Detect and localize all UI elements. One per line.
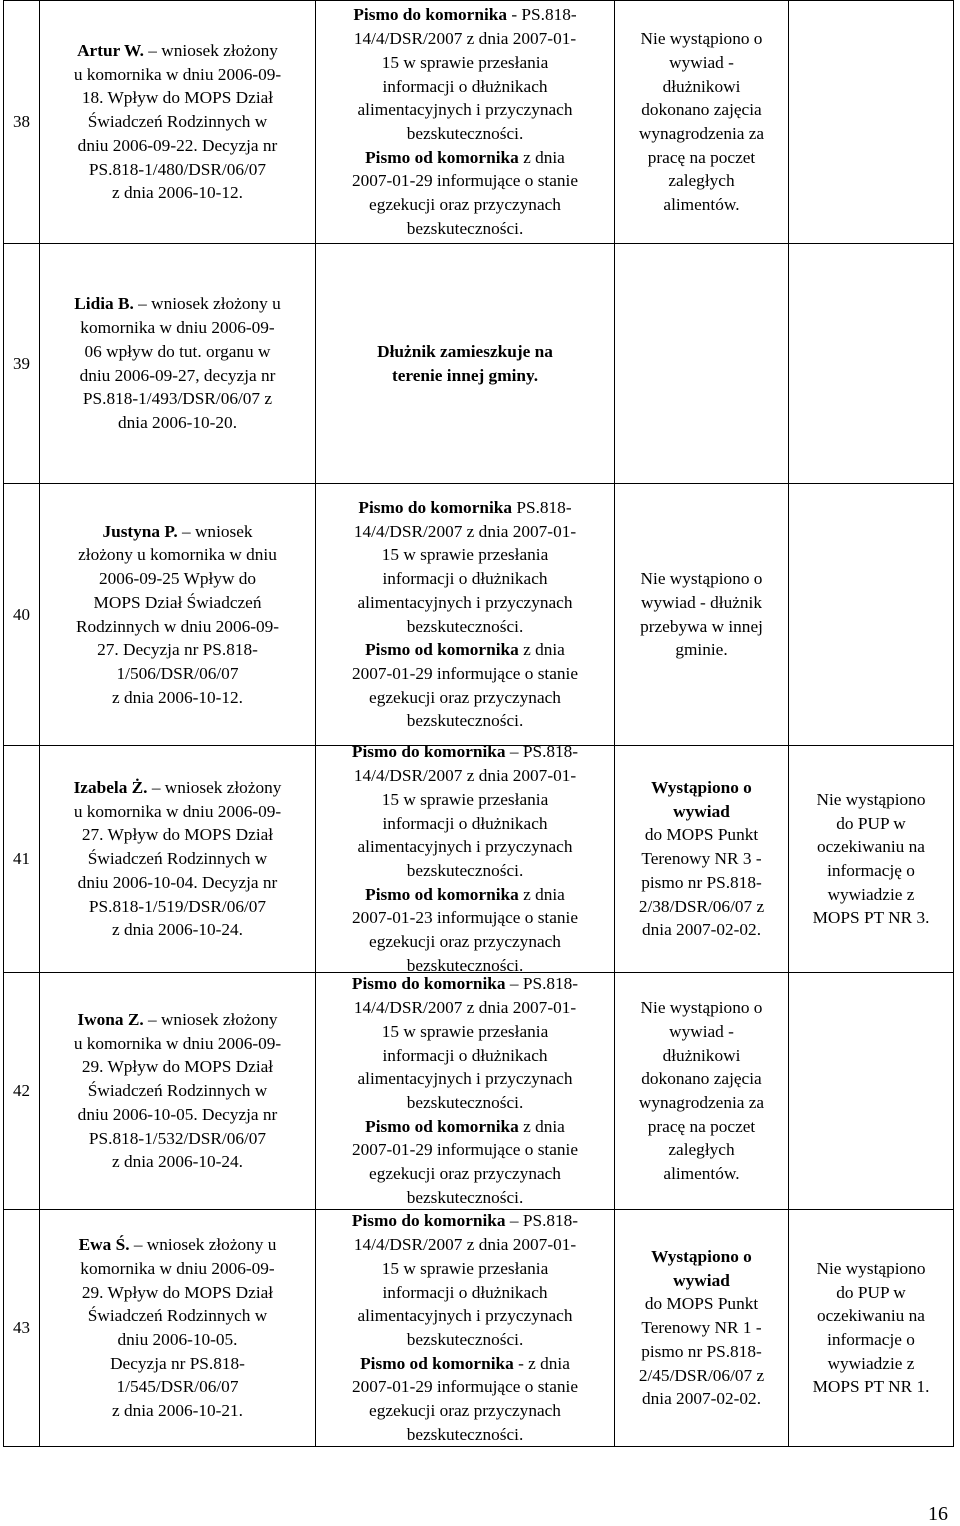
employment-office-cell <box>789 484 953 745</box>
interview-text: do MOPS Punkt Terenowy NR 1 - pismo nr PS.818- 2/45/DSR/06/07 z dnia 2007-02-02. <box>638 1294 765 1409</box>
interview-text: Nie wystąpiono o wywiad - dłużnikowi dokonano zajęcia wynagrodzenia za pracę na poczet zaległych alimentów. <box>638 29 765 215</box>
interview-cell <box>615 484 788 745</box>
applicant-cell <box>40 484 315 745</box>
employment-office-cell <box>789 746 953 972</box>
applicant-details: – wniosek złożony u komornika w dniu 2006-09- 06 wpływ do tut. organu w dniu 2006-09-27, decyzja nr PS.818-1/493/DSR/06/07 z dnia 2006-10-20. <box>79 294 281 432</box>
applicant-details: – wniosek złożony u komornika w dniu 2006-09- 18. Wpływ do MOPS Dział Świadczeń Rodzinnych w dniu 2006-09-22. Decyzja nr PS.818-1/480/DSR/06/07 z dnia 2006-10-12. <box>73 41 282 203</box>
applicant-text-block <box>74 39 281 205</box>
applicant-cell <box>40 244 315 483</box>
bailiff-letter-text: – PS.818- 14/4/DSR/2007 z dnia 2007-01- 15 w sprawie przesłania informacji o dłużnikach alimentacyjnych i przyczynach bezskuteczności. <box>353 1211 579 1349</box>
applicant-details: – wniosek złożony u komornika w dniu 2006-09- 27. Wpływ do MOPS Dział Świadczeń Rodzinnych w dniu 2006-10-04. Decyzja nr PS.818-1/519/DSR/06/07 z dnia 2006-10-24. <box>73 778 282 940</box>
employment-office-text: Nie wystąpiono do PUP w oczekiwaniu na informacje o wywiadzie z MOPS PT NR 1. <box>812 1258 930 1397</box>
applicant-name: Ewa Ś. <box>78 1235 130 1255</box>
row-number: 38 <box>13 112 30 132</box>
bailiff-correspondence-cell <box>316 973 614 1209</box>
bailiff-correspondence-cell <box>316 244 614 483</box>
applicant-name: Iwona Z. <box>77 1010 144 1030</box>
row-number: 43 <box>13 1318 30 1338</box>
bailiff-letter-text: z dnia 2007-01-29 informujące o stanie egzekucji oraz przyczynach bezskuteczności. <box>351 640 579 731</box>
bailiff-note-block <box>377 340 553 387</box>
bailiff-letters <box>352 972 578 1209</box>
bailiff-letter-text: z dnia 2007-01-23 informujące o stanie egzekucji oraz przyczynach bezskuteczności. <box>351 884 579 975</box>
bailiff-correspondence-cell <box>316 1 614 243</box>
applicant-text-block <box>79 1233 277 1423</box>
bailiff-letter-heading: Pismo od komornika <box>365 884 519 904</box>
applicant-details: – wniosek złożony u komornika w dniu 2006-09-25 Wpływ do MOPS Dział Świadczeń Rodzinnych w dniu 2006-09- 27. Decyzja nr PS.818- 1/506/DSR/06/07 z dnia 2006-10-12. <box>75 521 280 707</box>
interview-cell <box>615 973 788 1209</box>
row-number: 42 <box>13 1081 30 1101</box>
row-number-cell <box>4 244 39 483</box>
bailiff-letter-heading: Pismo do komornika <box>358 497 513 517</box>
applicant-text-block <box>74 292 280 434</box>
bailiff-letter-text: - z dnia 2007-01-29 informujące o stanie egzekucji oraz przyczynach bezskuteczności. <box>351 1353 579 1444</box>
bailiff-letter-text: – PS.818- 14/4/DSR/2007 z dnia 2007-01- 15 w sprawie przesłania informacji o dłużnikach alimentacyjnych i przyczynach bezskuteczności. <box>353 974 579 1112</box>
row-number: 40 <box>13 604 30 624</box>
bailiff-letter-heading: Pismo od komornika <box>365 147 519 167</box>
applicant-name: Izabela Ż. <box>73 778 148 798</box>
table-border <box>953 0 954 1447</box>
interview-text: Nie wystąpiono o wywiad - dłużnikowi dokonano zajęcia wynagrodzenia za pracę na poczet zaległych alimentów. <box>638 998 765 1184</box>
interview-block <box>639 996 764 1186</box>
applicant-name: Artur W. <box>77 41 144 61</box>
bailiff-letter-heading: Pismo do komornika <box>351 742 506 762</box>
employment-office-cell <box>789 973 953 1209</box>
row-number-cell <box>4 973 39 1209</box>
row-number-cell <box>4 1 39 243</box>
row-number-cell <box>4 484 39 745</box>
bailiff-letters <box>352 496 578 733</box>
interview-heading: Wystąpiono o wywiad <box>651 778 752 821</box>
bailiff-letter-text: z dnia 2007-01-29 informujące o stanie egzekucji oraz przyczynach bezskuteczności. <box>351 147 579 238</box>
interview-heading: Wystąpiono o wywiad <box>651 1247 752 1290</box>
bailiff-letter-heading: Pismo do komornika <box>351 974 506 994</box>
interview-block <box>639 27 764 217</box>
employment-office-cell <box>789 1210 953 1446</box>
applicant-text-block <box>76 520 279 710</box>
row-number-cell <box>4 746 39 972</box>
bailiff-letters <box>352 3 578 240</box>
bailiff-letter-text: z dnia 2007-01-29 informujące o stanie egzekucji oraz przyczynach bezskuteczności. <box>351 1116 579 1207</box>
bailiff-letter-text: PS.818- 14/4/DSR/2007 z dnia 2007-01- 15 w sprawie przesłania informacji o dłużnikach alimentacyjnych i przyczynach bezskuteczności. <box>353 497 577 636</box>
applicant-details: – wniosek złożony u komornika w dniu 2006-09- 29. Wpływ do MOPS Dział Świadczeń Rodzinnych w dniu 2006-10-05. Decyzja nr PS.818- 1/545/DSR/06/07 z dnia 2006-10-21. <box>80 1235 277 1421</box>
row-number-cell <box>4 1210 39 1446</box>
applicant-text-block <box>74 776 282 942</box>
interview-cell <box>615 1210 788 1446</box>
employment-office-cell <box>789 244 953 483</box>
bailiff-letter-heading: Pismo od komornika <box>365 1116 519 1136</box>
applicant-cell <box>40 973 315 1209</box>
employment-office-block <box>813 788 930 930</box>
applicant-name: Lidia B. <box>74 294 134 314</box>
interview-block <box>639 776 764 942</box>
bailiff-correspondence-cell <box>316 1210 614 1446</box>
interview-cell <box>615 244 788 483</box>
bailiff-letters <box>352 740 578 977</box>
interview-text: do MOPS Punkt Terenowy NR 3 - pismo nr PS.818- 2/38/DSR/06/07 z dnia 2007-02-02. <box>638 825 765 940</box>
bailiff-letter-heading: Pismo do komornika <box>351 1211 506 1231</box>
bailiff-correspondence-cell <box>316 742 614 975</box>
bailiff-note: Dłużnik zamieszkuje na terenie innej gminy. <box>377 341 553 385</box>
applicant-cell <box>40 1 315 243</box>
bailiff-letter-text: - PS.818- 14/4/DSR/2007 z dnia 2007-01- 15 w sprawie przesłania informacji o dłużnikach alimentacyjnych i przyczynach bezskuteczności. <box>353 5 577 143</box>
applicant-cell <box>40 1210 315 1446</box>
row-number: 41 <box>13 849 30 869</box>
cases-table <box>3 0 956 1448</box>
employment-office-text: Nie wystąpiono do PUP w oczekiwaniu na informację o wywiadzie z MOPS PT NR 3. <box>812 789 930 928</box>
bailiff-letter-heading: Pismo od komornika <box>360 1353 514 1373</box>
bailiff-letters <box>352 1209 578 1446</box>
applicant-name: Justyna P. <box>102 521 178 541</box>
bailiff-letter-text: – PS.818- 14/4/DSR/2007 z dnia 2007-01- 15 w sprawie przesłania informacji o dłużnikach alimentacyjnych i przyczynach bezskuteczności. <box>353 742 579 880</box>
bailiff-letter-heading: Pismo do komornika <box>353 5 507 25</box>
interview-block <box>640 567 763 662</box>
interview-block <box>639 1245 764 1411</box>
bailiff-letter-heading: Pismo od komornika <box>365 640 519 660</box>
interview-text: Nie wystąpiono o wywiad - dłużnik przebywa w innej gminie. <box>640 569 763 660</box>
row-number: 39 <box>13 353 30 373</box>
applicant-details: – wniosek złożony u komornika w dniu 2006-09- 29. Wpływ do MOPS Dział Świadczeń Rodzinnych w dniu 2006-10-05. Decyzja nr PS.818-1/532/DSR/06/07 z dnia 2006-10-24. <box>73 1010 282 1172</box>
applicant-text-block <box>74 1008 281 1174</box>
employment-office-cell <box>789 1 953 243</box>
interview-cell <box>615 1 788 243</box>
interview-cell <box>615 746 788 972</box>
applicant-cell <box>40 746 315 972</box>
page-number: 16 <box>928 1503 948 1525</box>
employment-office-block <box>813 1257 930 1399</box>
bailiff-correspondence-cell <box>316 484 614 745</box>
